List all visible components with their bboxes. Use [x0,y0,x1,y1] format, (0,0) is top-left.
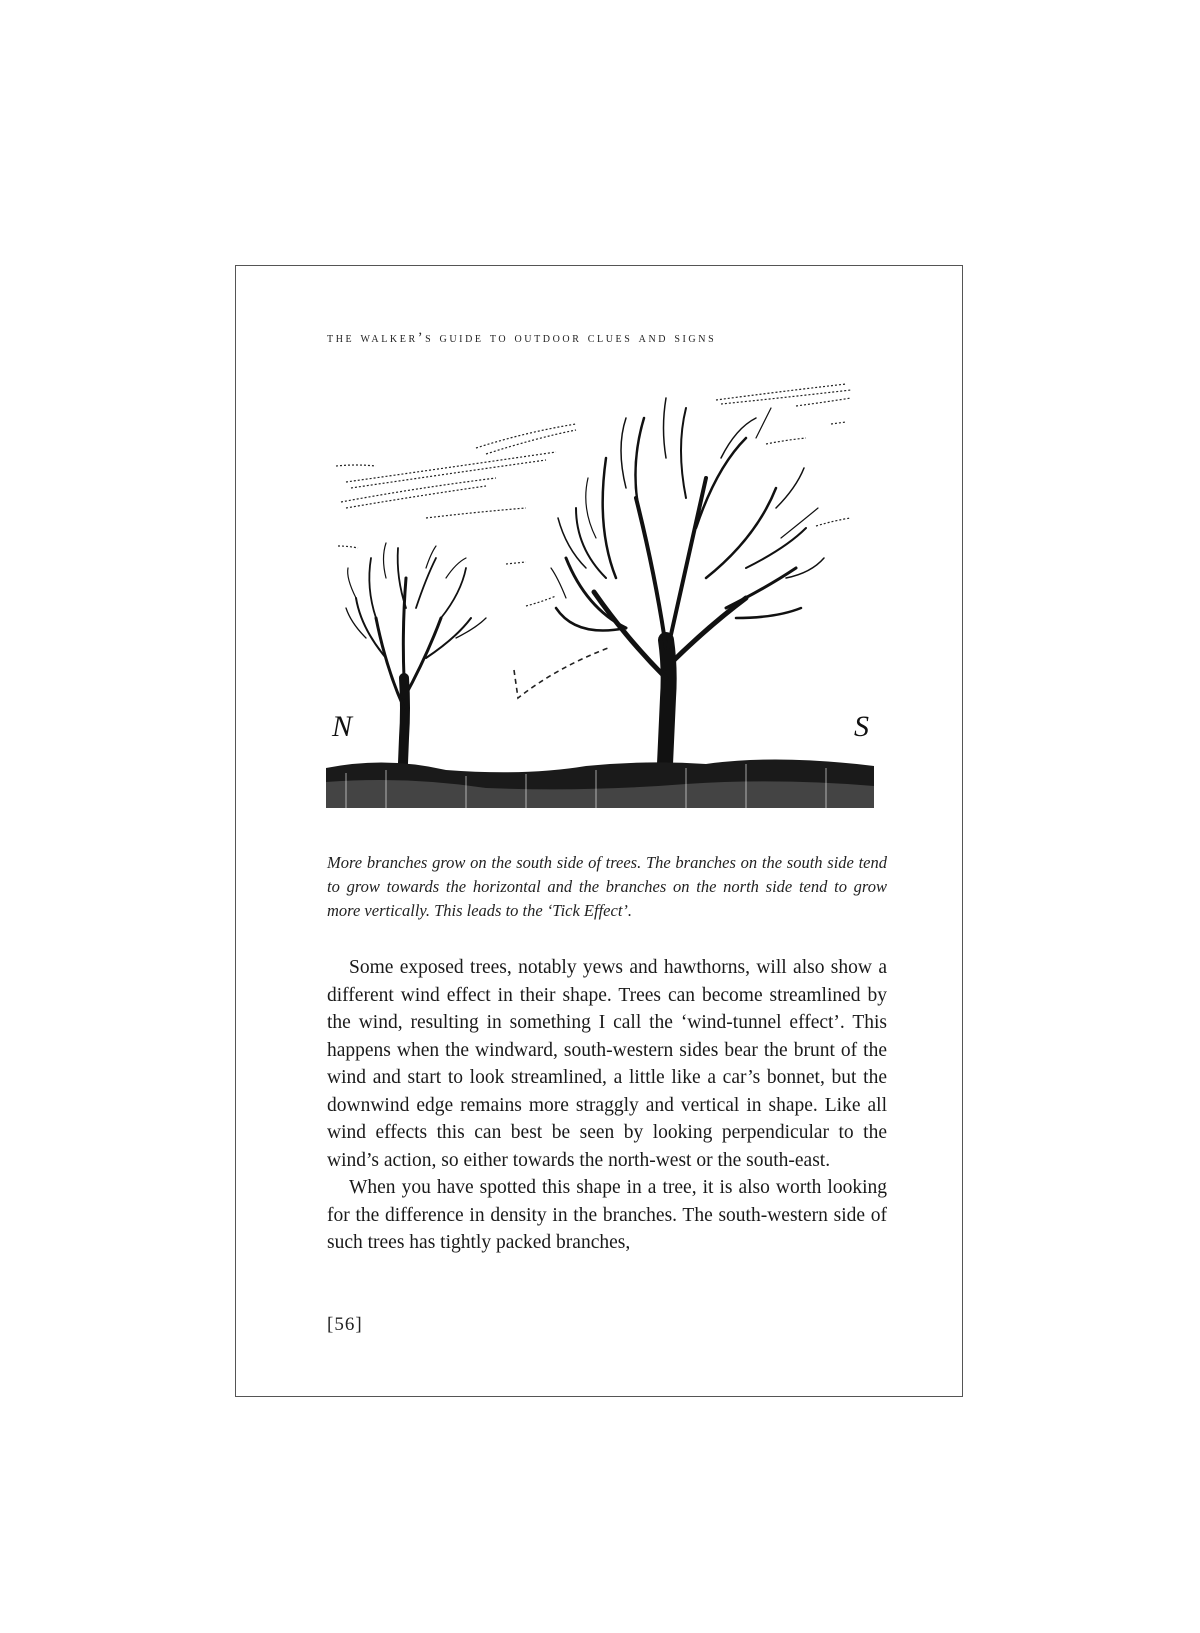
south-label: S [854,710,869,743]
tick-effect-mark [514,648,608,698]
tree-illustration [326,378,874,808]
ground [326,759,874,808]
paragraph: Some exposed trees, notably yews and hawthorns, will also show a different wind effect in their shape. Trees can become streamlined by the wind, resulting in something I call the ‘wind-tunnel effect’. This happens when the windward, south-western sides bear the brunt of the wind and start to look streamlined, a little like a car’s bonnet, but the downwind edge remains more straggly and vertical in shape. Like all wind effects this can best be seen by looking perpendicular to the wind’s action, so either towards the north-west or the south-east. [327,957,887,1171]
page-number: [56] [327,1314,363,1335]
north-tree [346,543,486,788]
page-frame [235,265,963,1397]
south-tree [551,398,824,786]
north-label: N [332,710,353,743]
figure-caption: More branches grow on the south side of trees. The branches on the south side tend to grow towards the horizontal and the branches on the north side tend to grow more vertically. This leads to the ‘Tick Effect’. [327,853,887,920]
body-text [327,954,887,1257]
paragraph: When you have spotted this shape in a tree, it is also worth looking for the difference in density in the branches. The south-western side of such trees has tightly packed branches, [327,1177,887,1253]
running-head: the walker’s guide to outdoor clues and signs [327,330,717,346]
